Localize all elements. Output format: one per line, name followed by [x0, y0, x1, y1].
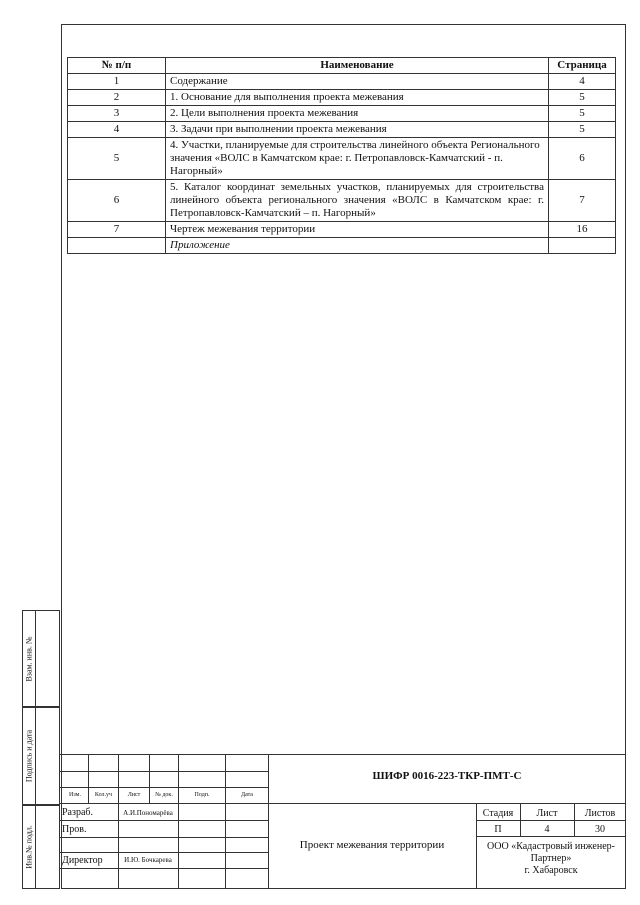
row-name: 2. Цели выполнения проекта межевания: [166, 106, 549, 122]
sheet-label: Лист: [536, 808, 558, 819]
row-page: 16: [549, 222, 616, 238]
row-name: 1. Основание для выполнения проекта межевания: [166, 90, 549, 106]
org-line-1: ООО «Кадастровый инженер-: [487, 841, 615, 852]
row-page: 5: [549, 90, 616, 106]
role-razrab: Разраб.: [62, 807, 93, 818]
row-page: 4: [549, 74, 616, 90]
col-list: Лист: [127, 792, 141, 798]
col-ndok: № док.: [155, 792, 173, 798]
document-cipher: ШИФР 0016-223-ТКР-ПМТ-С: [372, 770, 522, 782]
col-kol: Кол.уч: [94, 792, 113, 798]
name-director: И.Ю. Бочкарева: [124, 856, 172, 864]
row-name: Приложение: [166, 238, 549, 254]
header-page: Страница: [549, 58, 616, 74]
side-label-podpis: Подпись и дата: [24, 729, 34, 783]
table-row: [68, 180, 616, 222]
table-row: [68, 74, 616, 90]
row-name: Чертеж межевания территории: [166, 222, 549, 238]
row-page: 5: [549, 106, 616, 122]
row-page: [549, 238, 616, 254]
header-name: Наименование: [166, 58, 549, 74]
side-box-podpis: [22, 707, 60, 805]
role-prov: Пров.: [62, 824, 87, 835]
row-name: 4. Участки, планируемые для строительства линейного объекта Регионального значения «ВОЛС в Камчатском крае: г. Петропавловск-Камчатский - п. Нагорный»: [166, 138, 549, 180]
table-header-row: [68, 58, 616, 74]
name-razrab: А.И.Пономарёва: [123, 809, 173, 817]
row-num: 6: [68, 180, 166, 222]
sheets-label: Листов: [584, 808, 616, 819]
stage-value: П: [494, 824, 502, 835]
sheet-value: 4: [544, 824, 550, 835]
org-line-3: г. Хабаровск: [524, 865, 578, 876]
organization: [476, 841, 626, 877]
row-num: [68, 238, 166, 254]
project-title: Проект межевания территории: [299, 839, 445, 851]
row-page: 6: [549, 138, 616, 180]
row-page: 7: [549, 180, 616, 222]
row-num: 5: [68, 138, 166, 180]
row-num: 3: [68, 106, 166, 122]
table-row: [68, 222, 616, 238]
col-izm: Изм.: [69, 792, 81, 798]
table-row: [68, 238, 616, 254]
row-num: 7: [68, 222, 166, 238]
row-name: Содержание: [166, 74, 549, 90]
row-name: 3. Задачи при выполнении проекта межевания: [166, 122, 549, 138]
role-director: Директор: [62, 855, 103, 866]
side-label-inv: Инв.№ подл.: [24, 825, 34, 869]
sheets-value: 30: [595, 824, 605, 835]
contents-table: [67, 57, 616, 254]
stage-label: Стадия: [482, 808, 514, 819]
col-data: Дата: [241, 792, 253, 798]
table-row: [68, 90, 616, 106]
table-row: [68, 122, 616, 138]
col-podp: Подп.: [194, 792, 210, 798]
row-page: 5: [549, 122, 616, 138]
table-row: [68, 138, 616, 180]
org-line-2: Партнер»: [530, 853, 572, 864]
row-num: 2: [68, 90, 166, 106]
row-name: 5. Каталог координат земельных участков, планируемых для строительства линейного объекта регионального значения «ВОЛС в Камчатском крае: г. Петропавловск-Камчатский – п. Нагорный»: [166, 180, 549, 222]
side-box-inv: [22, 805, 60, 889]
title-block: [60, 754, 626, 889]
row-num: 1: [68, 74, 166, 90]
table-row: [68, 106, 616, 122]
header-num: № п/п: [68, 58, 166, 74]
side-label-vzam: Взам. инв. №: [24, 635, 34, 682]
side-box-vzam: [22, 610, 60, 707]
row-num: 4: [68, 122, 166, 138]
